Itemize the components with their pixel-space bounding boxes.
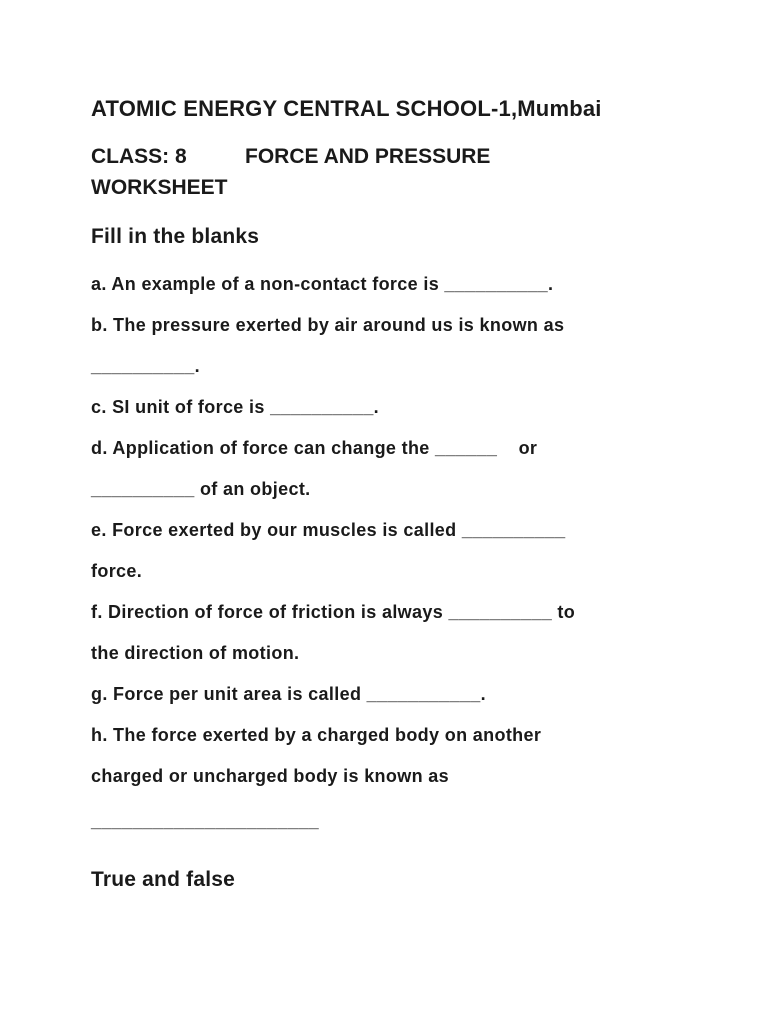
question-e-continued: force. — [91, 561, 143, 581]
question-a: a. An example of a non-contact force is __________. — [91, 274, 554, 294]
question-b: b. The pressure exerted by air around us is known as — [91, 315, 565, 335]
class-subject-line: CLASS: 8 FORCE AND PRESSURE — [91, 145, 491, 168]
question-f-continued: the direction of motion. — [91, 643, 300, 663]
question-h: h. The force exerted by a charged body on another — [91, 725, 542, 745]
worksheet-label: WORKSHEET — [91, 176, 228, 199]
question-e: e. Force exerted by our muscles is called __________ — [91, 520, 566, 540]
question-g: g. Force per unit area is called ___________. — [91, 684, 486, 704]
question-b-blank: __________. — [91, 356, 200, 376]
true-false-heading: True and false — [91, 868, 236, 891]
question-d-continued: __________ of an object. — [91, 479, 311, 499]
question-c: c. SI unit of force is __________. — [91, 397, 380, 417]
question-h-blank: ______________________ — [91, 811, 319, 831]
fill-blanks-heading: Fill in the blanks — [91, 225, 260, 248]
question-d: d. Application of force can change the ______ or — [91, 438, 538, 458]
school-title: ATOMIC ENERGY CENTRAL SCHOOL-1,Mumbai — [91, 96, 602, 121]
question-f: f. Direction of force of friction is always __________ to — [91, 602, 576, 622]
question-h-continued: charged or uncharged body is known as — [91, 766, 450, 786]
